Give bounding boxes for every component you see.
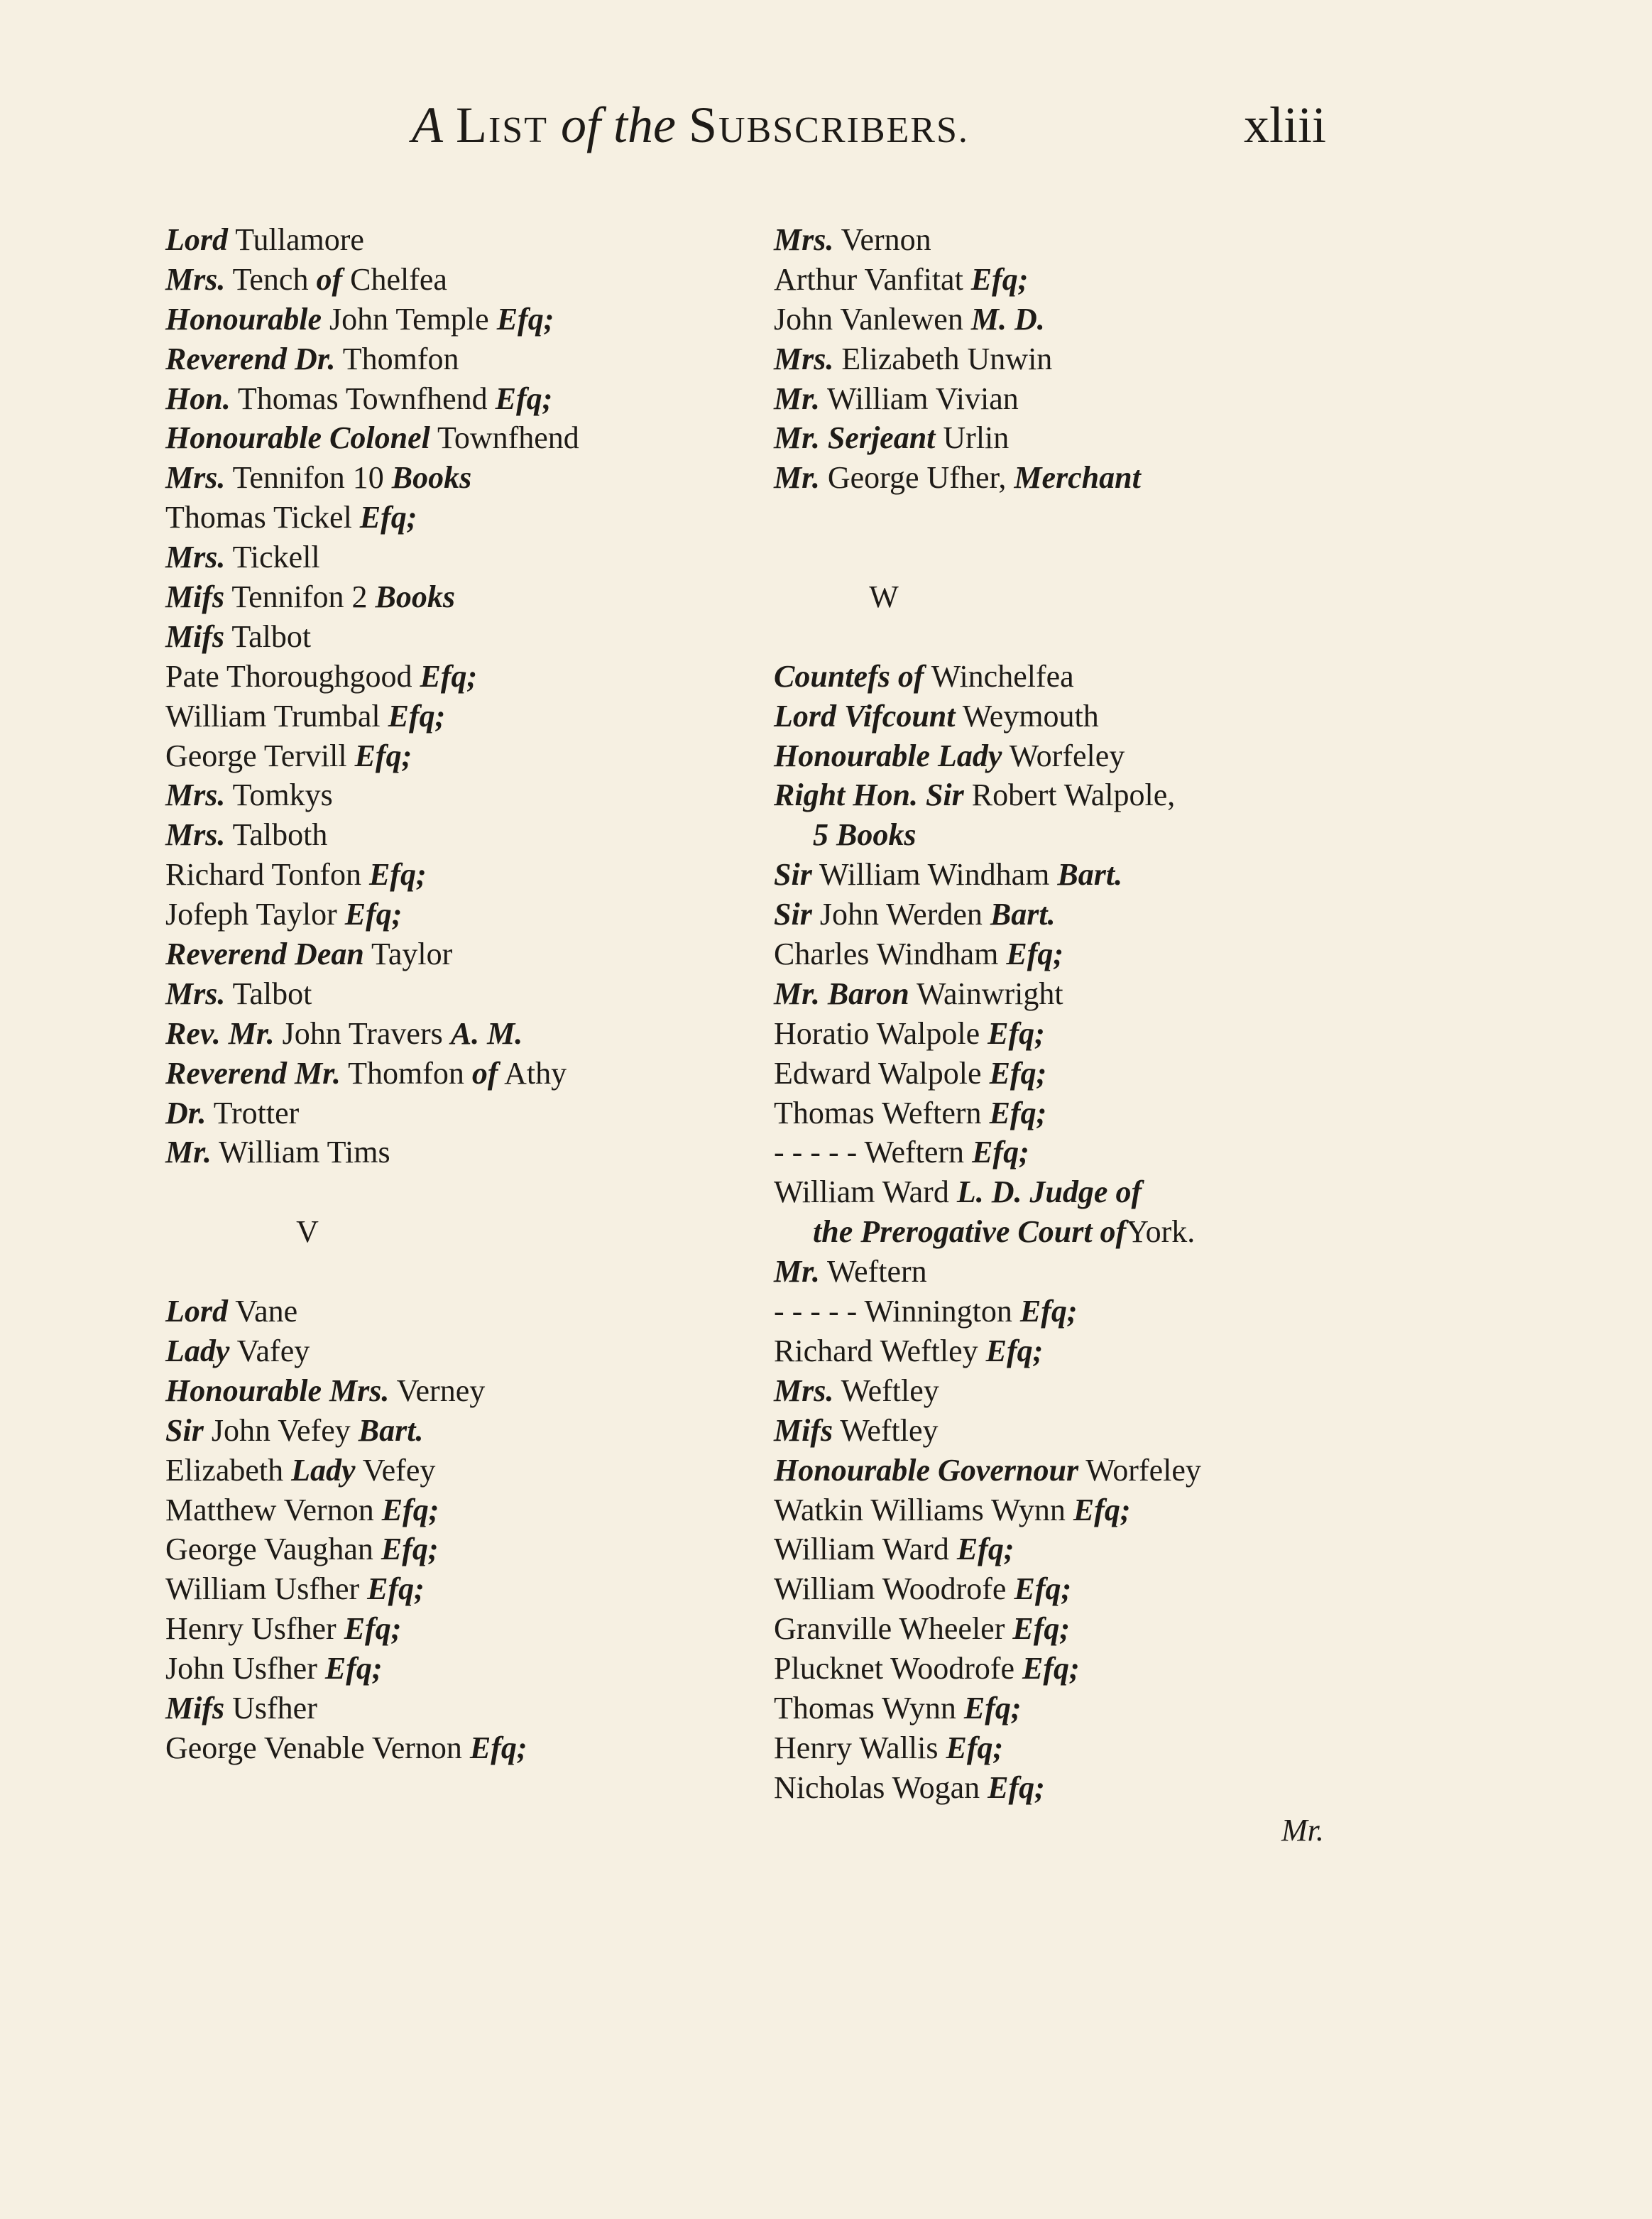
subscriber-entry: Countefs of Winchelfea (774, 658, 1074, 694)
subscriber-entry: Sir John Vefey Bart. (165, 1412, 424, 1448)
blank-line (774, 538, 1590, 577)
subscriber-entry: Elizabeth Lady Vefey (165, 1452, 436, 1488)
title-the: the (613, 97, 676, 153)
subscriber-entry: Lord Tullamore (165, 222, 364, 257)
subscriber-entry: Mrs. Talbot (165, 976, 312, 1011)
subscriber-entry: the Prerogative Court ofYork. (813, 1214, 1196, 1250)
subscriber-entry: Richard Tonfon Efq; (165, 857, 427, 893)
subscriber-entry: Honourable John Temple Efq; (165, 301, 554, 337)
subscriber-entry: Mr. William Tims (165, 1135, 390, 1170)
subscriber-entry: Pate Thoroughgood Efq; (165, 658, 478, 694)
subscriber-entry: Horatio Walpole Efq; (774, 1015, 1045, 1051)
subscriber-entry: Mrs. Tench of Chelfea (165, 261, 447, 297)
title-of: of (560, 97, 601, 153)
subscriber-entry: Mifs Talbot (165, 618, 312, 654)
subscriber-entry: Mr. Baron Wainwright (774, 976, 1063, 1011)
page-number: xliii (1244, 97, 1327, 153)
subscriber-entry: Reverend Dean Taylor (165, 937, 453, 972)
subscriber-entry: Henry Wallis Efq; (774, 1730, 1004, 1765)
title-subscribers: SUBSCRIBERS. (688, 97, 969, 153)
title-list: LIST (455, 97, 548, 153)
subscriber-entry: Arthur Vanfitat Efq; (774, 261, 1029, 297)
subscriber-entry: Richard Weftley Efq; (774, 1333, 1044, 1368)
subscriber-entry: Mrs. Weftley (774, 1373, 939, 1408)
subscriber-entry: Mr. Weftern (774, 1254, 927, 1290)
subscriber-entry: Thomas Tickel Efq; (165, 500, 417, 535)
subscriber-entry: William Ward L. D. Judge of (774, 1174, 1142, 1210)
subscriber-entry: Henry Usfher Efq; (165, 1611, 402, 1647)
blank-line (165, 1252, 804, 1292)
subscriber-entry: Mifs Weftley (774, 1412, 939, 1448)
subscriber-entry: Sir William Windham Bart. (774, 857, 1123, 893)
subscriber-entry: Right Hon. Sir Robert Walpole, (774, 778, 1176, 813)
subscriber-entry: John Usfher Efq; (165, 1651, 383, 1686)
subscriber-entry: Nicholas Wogan Efq; (774, 1770, 1045, 1805)
subscriber-entry: Honourable Lady Worfeley (774, 738, 1125, 773)
subscriber-entry: Lord Vifcount Weymouth (774, 698, 1099, 734)
subscriber-entry: Sir John Werden Bart. (774, 897, 1056, 932)
subscriber-entry: Mrs. Vernon (774, 222, 931, 257)
subscriber-entry: - - - - - Weftern Efq; (774, 1135, 1029, 1170)
right-column (774, 220, 1590, 1808)
subscriber-entry: Edward Walpole Efq; (774, 1055, 1047, 1091)
title-a: A (412, 97, 443, 153)
subscriber-entry: Rev. Mr. John Travers A. M. (165, 1015, 523, 1051)
subscriber-entry: Lord Vane (165, 1294, 298, 1329)
subscriber-entry: Honourable Mrs. Verney (165, 1373, 486, 1408)
subscriber-entry: William Woodrofe Efq; (774, 1571, 1072, 1607)
subscriber-entry: Mrs. Talboth (165, 817, 328, 853)
subscriber-entry: Dr. Trotter (165, 1095, 300, 1130)
subscriber-entry: Jofeph Taylor Efq; (165, 897, 403, 932)
subscriber-entry: Mifs Usfher (165, 1690, 317, 1725)
subscriber-entry: - - - - - Winnington Efq; (774, 1294, 1078, 1329)
subscriber-entry: Reverend Dr. Thomfon (165, 341, 459, 376)
blank-line (165, 1172, 804, 1212)
left-column (165, 220, 804, 1768)
subscriber-entry: Watkin Williams Wynn Efq; (774, 1492, 1131, 1527)
subscriber-entry: George Tervill Efq; (165, 738, 412, 773)
subscriber-entry: Mr. Serjeant Urlin (774, 420, 1010, 456)
catchword: Mr. (1281, 1813, 1324, 1848)
subscriber-entry: Honourable Colonel Townfhend (165, 420, 579, 456)
subscriber-entry: Mrs. Tomkys (165, 778, 333, 813)
subscriber-entry: Mrs. Tennifon 10 Books (165, 460, 472, 496)
running-title (412, 99, 969, 151)
subscriber-entry: Honourable Governour Worfeley (774, 1452, 1201, 1488)
subscriber-entry: William Trumbal Efq; (165, 698, 446, 734)
subscriber-entry: Matthew Vernon Efq; (165, 1492, 439, 1527)
subscriber-entry: Hon. Thomas Townfhend Efq; (165, 381, 553, 416)
subscriber-entry: John Vanlewen M. D. (774, 301, 1045, 337)
subscriber-entry: Plucknet Woodrofe Efq; (774, 1651, 1080, 1686)
subscriber-entry: Mrs. Elizabeth Unwin (774, 341, 1053, 376)
subscriber-entry: George Venable Vernon Efq; (165, 1730, 527, 1765)
subscriber-entry: William Usfher Efq; (165, 1571, 425, 1607)
subscriber-entry: Thomas Weftern Efq; (774, 1095, 1047, 1130)
subscriber-entry: 5 Books (813, 817, 917, 853)
subscriber-entry: Mifs Tennifon 2 Books (165, 579, 456, 615)
subscriber-entry: Thomas Wynn Efq; (774, 1690, 1022, 1725)
subscriber-entry: Granville Wheeler Efq; (774, 1611, 1071, 1647)
section-letter: W (869, 579, 899, 615)
subscriber-entry: Mr. William Vivian (774, 381, 1019, 416)
subscriber-entry: Reverend Mr. Thomfon of Athy (165, 1055, 567, 1091)
subscriber-entry: Lady Vafey (165, 1333, 310, 1368)
subscriber-entry: Mr. George Ufher, Merchant (774, 460, 1141, 496)
subscriber-entry: Charles Windham Efq; (774, 937, 1064, 972)
blank-line (774, 617, 1590, 657)
section-letter: V (296, 1214, 319, 1250)
subscriber-entry: Mrs. Tickell (165, 540, 320, 575)
subscriber-entry: William Ward Efq; (774, 1532, 1014, 1567)
blank-line (774, 498, 1590, 538)
subscriber-entry: George Vaughan Efq; (165, 1532, 439, 1567)
